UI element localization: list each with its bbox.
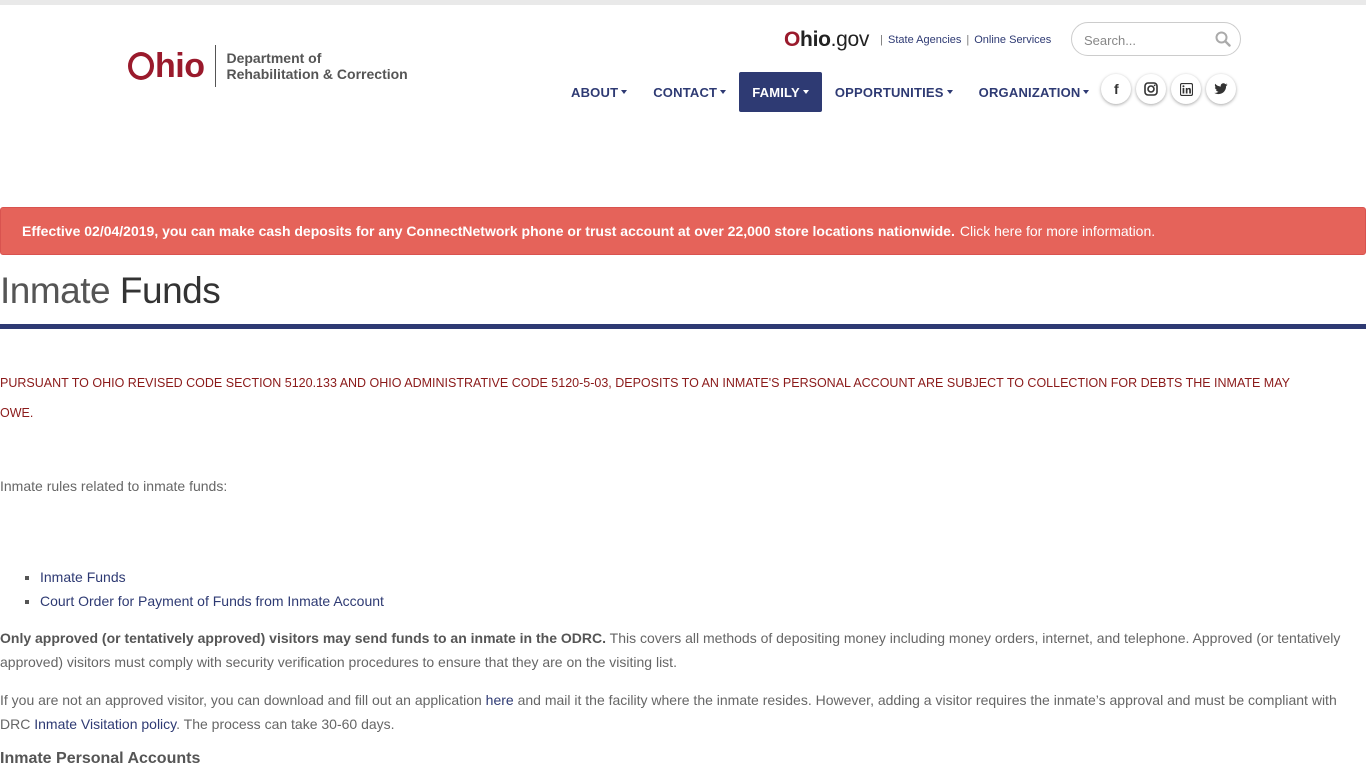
application-text-b: and mail it the facility where the inmate resides. However, adding a visitor requires the inmate’s approval and must be compliant with DRC <box>0 692 1337 732</box>
approved-visitors-bold: Only approved (or tentatively approved) visitors may send funds to an inmate in the ODRC. <box>0 630 606 646</box>
application-here-link[interactable]: here <box>485 692 514 708</box>
alert-banner <box>0 207 1366 255</box>
site-logo[interactable] <box>128 44 408 88</box>
alert-more-info-link[interactable]: Click here for more information. <box>959 223 1156 239</box>
facebook-icon[interactable] <box>1101 74 1131 104</box>
caret-down-icon <box>621 90 627 94</box>
caret-down-icon <box>803 90 809 94</box>
page-title-strong: Funds <box>119 270 221 311</box>
visitation-policy-link[interactable]: Inmate Visitation policy <box>34 716 177 732</box>
nav-organization[interactable] <box>966 72 1103 112</box>
ohio-gov-link[interactable]: Ohio.gov <box>784 28 870 51</box>
search-input[interactable] <box>1084 31 1214 49</box>
top-strip <box>0 0 1366 5</box>
search-icon[interactable] <box>1215 31 1231 47</box>
utility-separator: | <box>880 34 883 46</box>
application-paragraph <box>0 688 1350 736</box>
nav-opportunities[interactable] <box>822 72 966 112</box>
page-title-light: Inmate <box>0 270 111 311</box>
state-agencies-link[interactable]: State Agencies <box>888 34 962 46</box>
social-links <box>1101 74 1236 104</box>
nav-family[interactable] <box>739 72 822 112</box>
instagram-icon[interactable] <box>1136 74 1166 104</box>
approved-visitors-text: This covers all methods of depositing money including money orders, internet, and telephone. Approved (or tentatively approved) visitors must comply with security verification procedures to ensure that they are on the visiting list. <box>0 630 1341 670</box>
nav-contact-label: CONTACT <box>653 84 718 100</box>
logo-dept-line2: Rehabilitation & Correction <box>226 66 408 82</box>
linkedin-icon[interactable] <box>1171 74 1201 104</box>
logo-wordmark <box>128 49 204 83</box>
nav-family-label: FAMILY <box>752 84 800 100</box>
logo-department-name <box>226 50 407 82</box>
caret-down-icon <box>720 90 726 94</box>
logo-wordmark-rest: hio <box>155 47 205 85</box>
nav-contact[interactable] <box>640 72 739 112</box>
logo-dept-line1: Department of <box>226 50 322 66</box>
section-heading: Inmate Personal Accounts <box>0 750 201 767</box>
rules-list <box>40 565 384 613</box>
application-text-c: . The process can take 30-60 days. <box>176 716 395 732</box>
inmate-funds-link[interactable]: Inmate Funds <box>40 569 126 585</box>
caret-down-icon <box>947 90 953 94</box>
nav-organization-label: ORGANIZATION <box>978 84 1081 100</box>
intro-text: Inmate rules related to inmate funds: <box>0 478 228 494</box>
nav-about[interactable] <box>558 72 640 112</box>
list-item <box>40 565 384 589</box>
logo-o-ring <box>128 52 154 80</box>
application-text-a: If you are not an approved visitor, you can download and fill out an application <box>0 692 482 708</box>
court-order-link[interactable]: Court Order for Payment of Funds from Inmate Account <box>40 593 384 609</box>
search-box <box>1071 22 1241 56</box>
caret-down-icon <box>1083 90 1089 94</box>
legal-notice: PURSUANT TO OHIO REVISED CODE SECTION 5120.133 AND OHIO ADMINISTRATIVE CODE 5120-5-03, DEPOSITS TO AN INMATE'S PERSONAL ACCOUNT ARE SUBJECT TO COLLECTION FOR DEBTS THE INMATE MAY OWE. <box>0 376 1290 420</box>
nav-opportunities-label: OPPORTUNITIES <box>834 84 944 100</box>
title-divider <box>0 324 1366 329</box>
alert-text: Effective 02/04/2019, you can make cash deposits for any ConnectNetwork phone or trust account at over 22,000 store locations nationwide. <box>22 223 955 239</box>
approved-visitors-paragraph <box>0 626 1350 674</box>
page-title <box>0 270 220 312</box>
logo-divider <box>215 45 216 87</box>
list-item <box>40 589 384 613</box>
nav-about-label: ABOUT <box>571 84 619 100</box>
utility-separator: | <box>966 34 970 46</box>
online-services-link[interactable]: Online Services <box>974 34 1052 46</box>
twitter-icon[interactable] <box>1206 74 1236 104</box>
svg-text:f: f <box>1114 82 1119 96</box>
utility-bar <box>784 29 1051 51</box>
main-nav <box>558 72 1102 112</box>
